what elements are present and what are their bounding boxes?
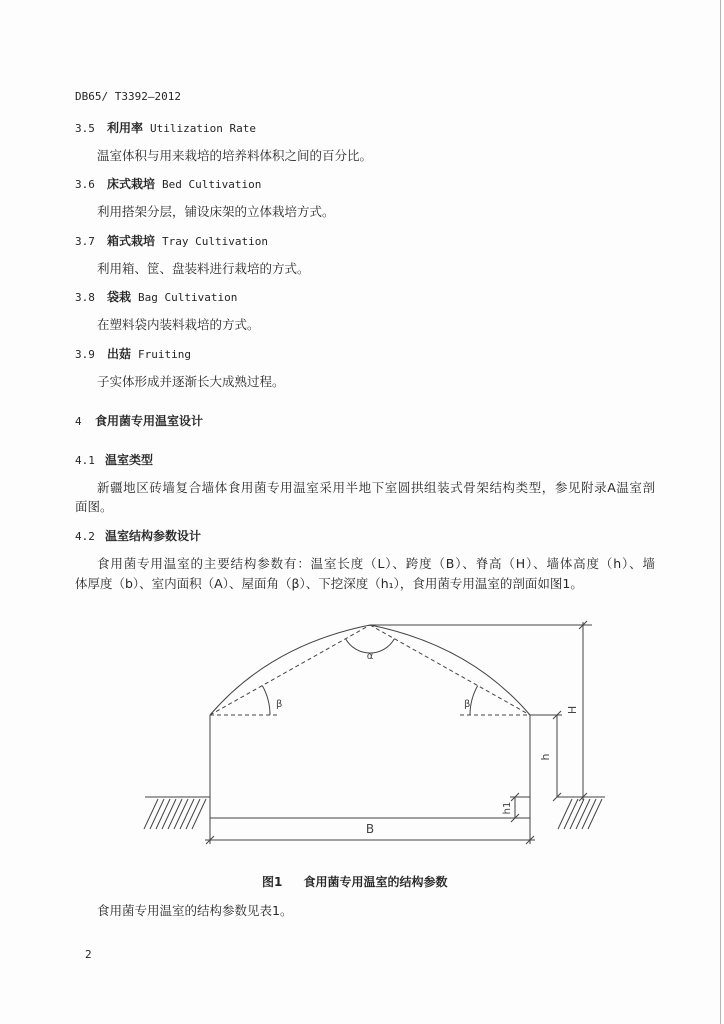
hatch-mark (582, 799, 596, 829)
term-heading-3-5 (75, 121, 256, 136)
term-title-cn: 床式栽培 (107, 177, 156, 191)
chapter-heading (75, 414, 203, 429)
figure-caption-title: 食用菌专用温室的结构参数 (303, 875, 448, 889)
label-dig-depth: h1 (502, 801, 513, 815)
hatch-mark (570, 799, 584, 829)
label-ridge-height: H (566, 705, 579, 715)
hatch-mark (156, 799, 170, 829)
ground-hatch-right (558, 799, 602, 829)
hatch-mark (186, 799, 200, 829)
term-heading-3-9 (75, 347, 191, 362)
scan-page-edge (720, 0, 721, 1024)
section-number: 4.2 (75, 530, 95, 543)
section-title: 温室类型 (105, 453, 154, 467)
chapter-number: 4 (75, 415, 82, 428)
term-heading-3-6 (75, 177, 261, 192)
term-definition: 在塑料袋内装料栽培的方式。 (97, 317, 260, 332)
hatch-mark (174, 799, 188, 829)
term-title-en: Fruiting (138, 348, 191, 361)
hatch-mark (576, 799, 590, 829)
term-number: 3.9 (75, 348, 95, 361)
hatch-mark (162, 799, 176, 829)
term-number: 3.8 (75, 291, 95, 304)
paragraph-line: 体厚度（b）、室内面积（A）、屋面角（β）、下挖深度（h₁），食用菌专用温室的剖面如图1。 (75, 576, 583, 591)
section-number: 4.1 (75, 454, 95, 467)
term-definition: 利用搭架分层，铺设床架的立体栽培方式。 (97, 204, 335, 219)
hatch-mark (168, 799, 182, 829)
label-span: B (365, 822, 375, 836)
label-roof-angle-right: β (464, 699, 471, 710)
hatch-mark (144, 799, 158, 829)
document-code: DB65/ T3392—2012 (75, 90, 181, 103)
term-title-en: Bag Cultivation (138, 291, 238, 304)
greenhouse-section-diagram (130, 610, 620, 855)
figure-caption (262, 874, 447, 889)
term-title-cn: 箱式栽培 (107, 234, 156, 248)
hatch-mark (192, 799, 206, 829)
hatch-mark (180, 799, 194, 829)
term-number: 3.6 (75, 178, 95, 191)
section-heading-4-2 (75, 529, 201, 544)
term-title-en: Tray Cultivation (162, 235, 268, 248)
closing-paragraph: 食用菌专用温室的结构参数见表1。 (97, 903, 293, 918)
hatch-mark (588, 799, 602, 829)
hatch-mark (558, 799, 572, 829)
hatch-mark (564, 799, 578, 829)
roof-angle-arc-right (470, 686, 478, 715)
term-title-cn: 利用率 (107, 121, 144, 135)
paragraph-line: 新疆地区砖墙复合墙体食用菌专用温室采用半地下室圆拱组装式骨架结构类型，参见附录A温室剖 (97, 480, 655, 495)
section-title: 温室结构参数设计 (105, 529, 202, 543)
paragraph-line: 食用菌专用温室的主要结构参数有：温室长度（L）、跨度（B）、脊高（H）、墙体高度（h）、墙 (97, 556, 655, 571)
term-definition: 温室体积与用来栽培的培养料体积之间的百分比。 (97, 148, 373, 163)
term-title-cn: 袋栽 (107, 290, 132, 304)
section-heading-4-1 (75, 453, 153, 468)
term-number: 3.5 (75, 122, 95, 135)
paragraph-line: 面图。 (75, 499, 113, 514)
label-ridge-angle: α (366, 651, 374, 662)
roof-angle-arc-left (262, 686, 270, 715)
label-wall-height: h (539, 753, 552, 761)
hatch-mark (150, 799, 164, 829)
chapter-title: 食用菌专用温室设计 (95, 414, 204, 428)
term-definition: 利用箱、筐、盘装料进行栽培的方式。 (97, 261, 310, 276)
term-number: 3.7 (75, 235, 95, 248)
term-heading-3-7 (75, 234, 268, 249)
page-number: 2 (85, 948, 92, 961)
term-title-en: Utilization Rate (150, 122, 256, 135)
term-title-cn: 出菇 (107, 347, 132, 361)
label-roof-angle-left: β (276, 699, 283, 710)
figure-caption-number: 图1 (262, 875, 283, 889)
term-title-en: Bed Cultivation (162, 178, 262, 191)
ground-hatch-left (144, 799, 206, 829)
term-heading-3-8 (75, 290, 237, 305)
term-definition: 子实体形成并逐渐长大成熟过程。 (97, 374, 285, 389)
